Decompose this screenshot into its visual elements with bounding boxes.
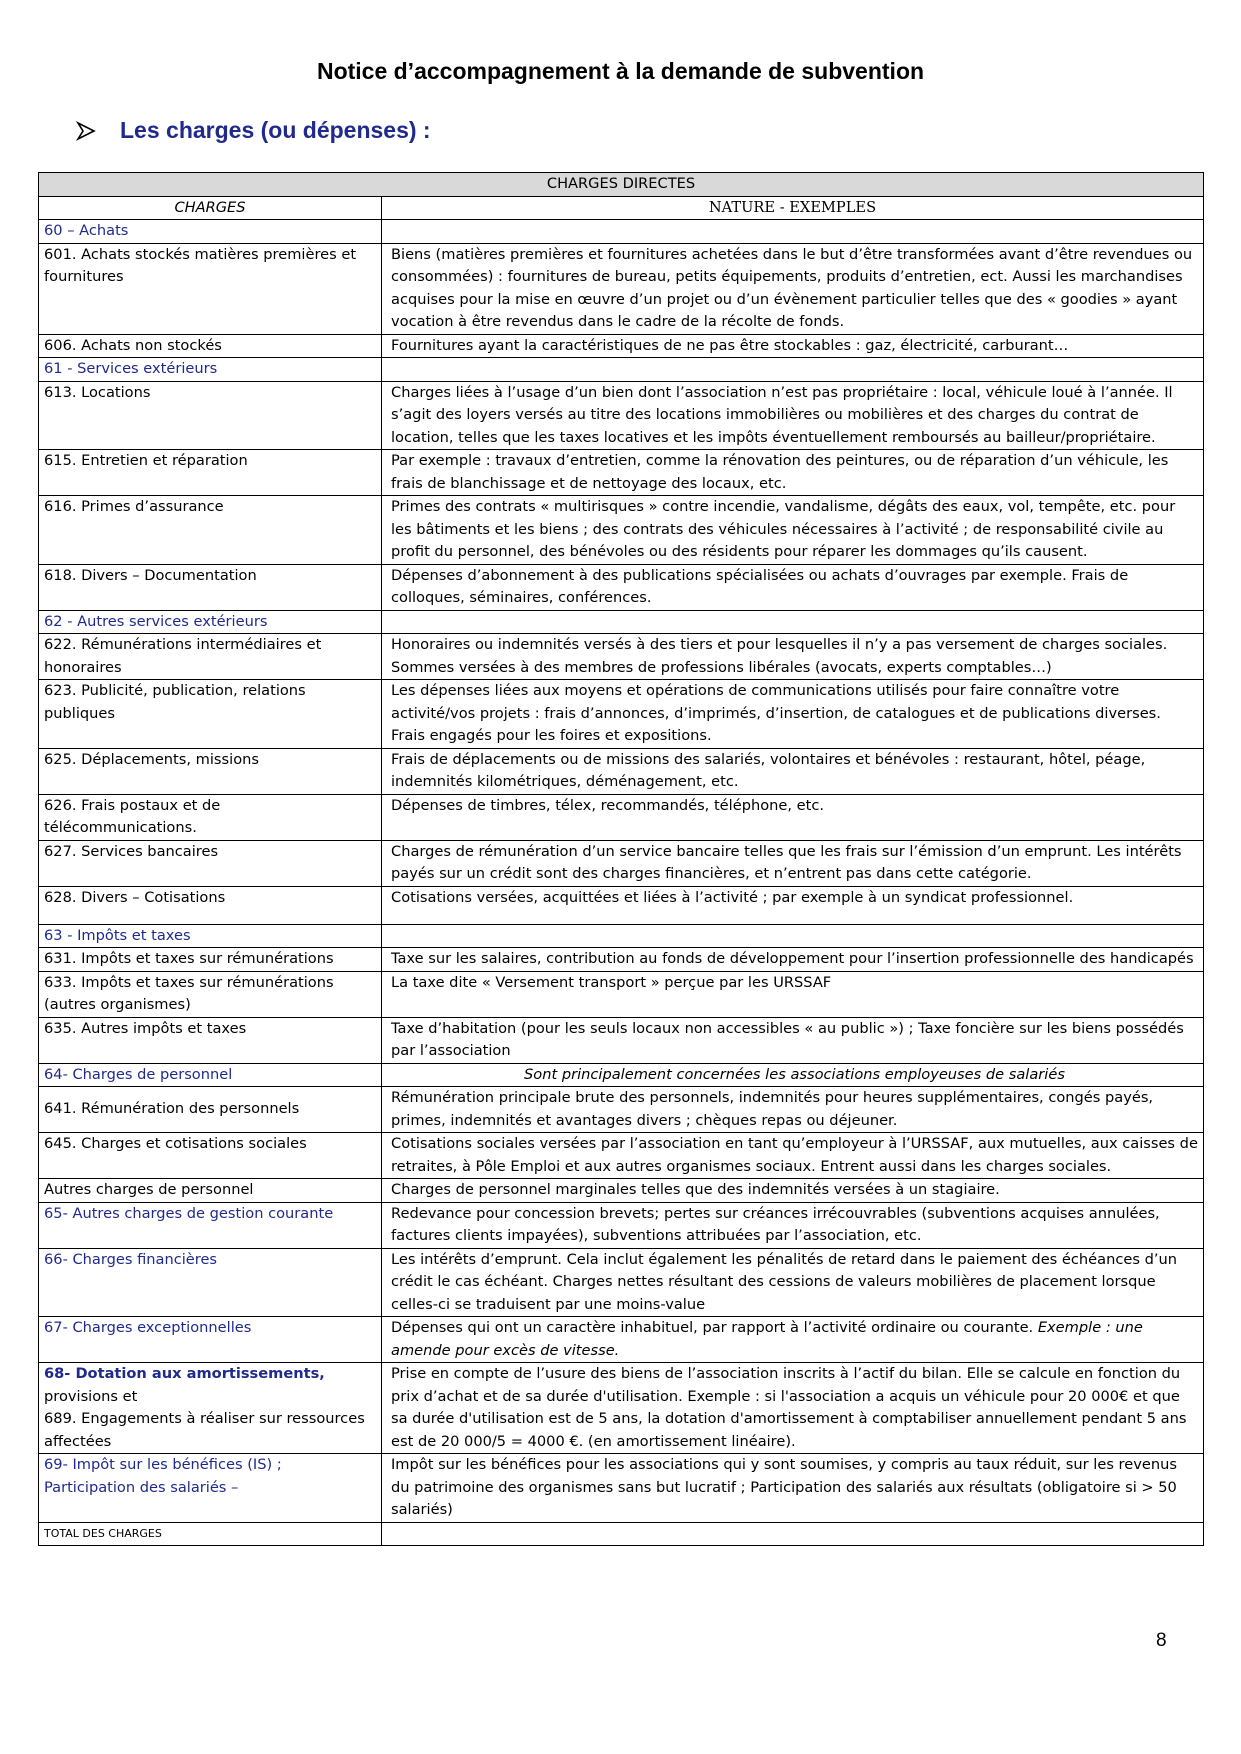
group-heading: 65- Autres charges de gestion courante — [39, 1202, 382, 1248]
table-row — [39, 1017, 1204, 1063]
charge-cell: 625. Déplacements, missions — [39, 748, 382, 794]
nature-cell: Sont principalement concernées les associations employeuses de salariés — [382, 1063, 1204, 1087]
table-row — [39, 634, 1204, 680]
nature-cell: Charges de rémunération d’un service bancaire telles que les frais sur l’émission d’un emprunt. Les intérêts payés sur un crédit sont des charges financières, et n’entrent pas dans cette catégorie. — [382, 840, 1204, 886]
table-row — [39, 1179, 1204, 1203]
column-header-charges: CHARGES — [39, 196, 382, 220]
document-title: Notice d’accompagnement à la demande de subvention — [316, 58, 925, 84]
charge-cell — [39, 1363, 382, 1454]
arrow-bullet-icon — [76, 120, 96, 142]
table-row — [39, 886, 1204, 924]
table-column-header-row — [39, 196, 1204, 220]
table-row — [39, 1317, 1204, 1363]
table-row — [39, 450, 1204, 496]
nature-cell: Honoraires ou indemnités versés à des tiers et pour lesquelles il n’y a pas versement de charges sociales. Sommes versées à des membres de professions libérales (avocats, experts comptables…) — [382, 634, 1204, 680]
table-row — [39, 680, 1204, 749]
table-row — [39, 1363, 1204, 1454]
charge-cell: 601. Achats stockés matières premières et fournitures — [39, 243, 382, 334]
table-row — [39, 971, 1204, 1017]
table-row — [39, 220, 1204, 244]
nature-cell: Dépenses d’abonnement à des publications spécialisées ou achats d’ouvrages par exemple. Frais de colloques, séminaires, conférences. — [382, 564, 1204, 610]
nature-cell: Cotisations versées, acquittées et liées à l’activité ; par exemple à un syndicat professionnel. — [382, 886, 1204, 924]
page-number: 8 — [1156, 1630, 1167, 1651]
table-row — [39, 496, 1204, 565]
charge-cell: Autres charges de personnel — [39, 1179, 382, 1203]
nature-cell: Les intérêts d’emprunt. Cela inclut également les pénalités de retard dans le paiement des échéances d’un crédit le cas échéant. Charges nettes résultant des cessions de valeurs mobilières de placement lorsque celles-ci se traduisent par une moins-value — [382, 1248, 1204, 1317]
nature-cell: Taxe sur les salaires, contribution au fonds de développement pour l’insertion professionnelle des handicapés — [382, 948, 1204, 972]
table-row — [39, 1133, 1204, 1179]
table-row — [39, 243, 1204, 334]
nature-cell — [382, 1317, 1204, 1363]
charge-cell: 616. Primes d’assurance — [39, 496, 382, 565]
charge-cell: 626. Frais postaux et de télécommunications. — [39, 794, 382, 840]
table-row — [39, 1454, 1204, 1523]
nature-cell — [382, 358, 1204, 382]
table-row — [39, 610, 1204, 634]
nature-cell: Par exemple : travaux d’entretien, comme la rénovation des peintures, ou de réparation d’un véhicule, les frais de blanchissage et de nettoyage des locaux, etc. — [382, 450, 1204, 496]
table-row — [39, 381, 1204, 450]
table-header-title: CHARGES DIRECTES — [39, 173, 1204, 197]
table-row — [39, 1202, 1204, 1248]
charge-cell: 635. Autres impôts et taxes — [39, 1017, 382, 1063]
group-heading: 67- Charges exceptionnelles — [39, 1317, 382, 1363]
nature-cell: Primes des contrats « multirisques » contre incendie, vandalisme, dégâts des eaux, vol, tempête, etc. pour les bâtiments et les biens ; des contrats des véhicules nécessaires à l’activité ; de responsabilité civile au profit du personnel, des bénévoles ou des résidents pour réparer les dommages qu’ils causent. — [382, 496, 1204, 565]
nature-cell: Dépenses de timbres, télex, recommandés, téléphone, etc. — [382, 794, 1204, 840]
table-row — [39, 748, 1204, 794]
table-row — [39, 1248, 1204, 1317]
table-row — [39, 1087, 1204, 1133]
nature-cell — [382, 610, 1204, 634]
charge-cell: 628. Divers – Cotisations — [39, 886, 382, 924]
table-row — [39, 948, 1204, 972]
charge-cell: 622. Rémunérations intermédiaires et honoraires — [39, 634, 382, 680]
charge-cell: 641. Rémunération des personnels — [39, 1087, 382, 1133]
table-row — [39, 1063, 1204, 1087]
table-row — [39, 334, 1204, 358]
nature-cell: Charges liées à l’usage d’un bien dont l’association n’est pas propriétaire : local, véhicule loué à l’année. Il s’agit des loyers versés au titre des locations immobilières ou mobilières et des charges du contrat de location, telles que les taxes locatives et les impôts éventuellement remboursés au bailleur/propriétaire. — [382, 381, 1204, 450]
nature-cell: Taxe d’habitation (pour les seuls locaux non accessibles « au public ») ; Taxe foncière sur les biens possédés par l’association — [382, 1017, 1204, 1063]
nature-cell: Impôt sur les bénéfices pour les associations qui y sont soumises, y compris au taux réduit, sur les revenus du patrimoine des organismes sans but lucratif ; Participation des salariés aux résultats (obligatoire si > 50 salariés) — [382, 1454, 1204, 1523]
charges-table — [38, 172, 1204, 1546]
nature-cell — [382, 220, 1204, 244]
nature-cell: Fournitures ayant la caractéristiques de ne pas être stockables : gaz, électricité, carburant… — [382, 334, 1204, 358]
charge-cell: 627. Services bancaires — [39, 840, 382, 886]
group-heading: 64- Charges de personnel — [39, 1063, 382, 1087]
group-heading: 66- Charges financières — [39, 1248, 382, 1317]
charge-cell: 615. Entretien et réparation — [39, 450, 382, 496]
charge-cell: 623. Publicité, publication, relations publiques — [39, 680, 382, 749]
group-heading: 60 – Achats — [39, 220, 382, 244]
charge-cell: 606. Achats non stockés — [39, 334, 382, 358]
charge-text: provisions et — [44, 1387, 138, 1405]
nature-cell: Rémunération principale brute des personnels, indemnités pour heures supplémentaires, congés payés, primes, indemnités et avantages divers ; chèques repas ou déjeuner. — [382, 1087, 1204, 1133]
nature-cell: Charges de personnel marginales telles que des indemnités versées à un stagiaire. — [382, 1179, 1204, 1203]
group-heading: 62 - Autres services extérieurs — [39, 610, 382, 634]
nature-example: Exemple : une amende pour excès de vitesse. — [391, 1319, 1143, 1359]
nature-cell — [382, 924, 1204, 948]
charge-cell: 633. Impôts et taxes sur rémunérations (autres organismes) — [39, 971, 382, 1017]
section-heading-text: Les charges (ou dépenses) : — [120, 117, 431, 143]
total-charges-label: TOTAL DES CHARGES — [39, 1522, 382, 1545]
group-heading: 63 - Impôts et taxes — [39, 924, 382, 948]
group-heading — [39, 1454, 382, 1523]
table-row — [39, 794, 1204, 840]
table-row — [39, 924, 1204, 948]
table-row — [39, 358, 1204, 382]
nature-cell: La taxe dite « Versement transport » perçue par les URSSAF — [382, 971, 1204, 1017]
nature-cell: Les dépenses liées aux moyens et opérations de communications utilisés pour faire connaître votre activité/vos projets : frais d’annonces, d’imprimés, d’insertion, de catalogues et de publications diverses. Frais engagés pour les foires et expositions. — [382, 680, 1204, 749]
nature-cell: Prise en compte de l’usure des biens de l’association inscrits à l’actif du bilan. Elle se calcule en fonction du prix d’achat et de sa durée d'utilisation. Exemple : si l'association a acquis un véhicule pour 20 000€ et que sa durée d'utilisation est de 5 ans, la dotation d'amortissement à comptabiliser annuellement pendant 5 ans est de 20 000/5 = 4000 €. (en amortissement linéaire). — [382, 1363, 1204, 1454]
nature-cell: Cotisations sociales versées par l’association en tant qu’employeur à l’URSSAF, aux mutuelles, aux caisses de retraites, à Pôle Emploi et aux autres organismes sociaux. Entrent aussi dans les charges sociales. — [382, 1133, 1204, 1179]
section-heading — [76, 117, 431, 144]
table-row — [39, 564, 1204, 610]
charge-cell: 618. Divers – Documentation — [39, 564, 382, 610]
charge-cell: 645. Charges et cotisations sociales — [39, 1133, 382, 1179]
charge-text: 689. Engagements à réaliser sur ressources affectées — [44, 1410, 365, 1450]
nature-cell: Frais de déplacements ou de missions des salariés, volontaires et bénévoles : restaurant, hôtel, péage, indemnités kilométriques, déménagement, etc. — [382, 748, 1204, 794]
nature-cell — [382, 1522, 1204, 1545]
table-row — [39, 840, 1204, 886]
nature-text: Dépenses qui ont un caractère inhabituel, par rapport à l’activité ordinaire ou courante. — [391, 1319, 1034, 1336]
charge-cell: 631. Impôts et taxes sur rémunérations — [39, 948, 382, 972]
table-header-row — [39, 173, 1204, 197]
group-heading: 68- Dotation aux amortissements, — [44, 1365, 325, 1382]
nature-cell: Biens (matières premières et fournitures achetées dans le but d’être transformées avant d’être revendues ou consommées) : fournitures de bureau, petits équipements, produits d’entretien, ect. Aussi les marchandises acquises pour la mise en œuvre d’un projet ou d’un évènement particulier telles que des « goodies » ayant vocation à être revendus dans le cadre de la récolte de fonds. — [382, 243, 1204, 334]
group-heading: 61 - Services extérieurs — [39, 358, 382, 382]
column-header-nature: NATURE - EXEMPLES — [382, 196, 1204, 220]
group-heading-line: 69- Impôt sur les bénéfices (IS) ; — [44, 1456, 282, 1473]
nature-cell: Redevance pour concession brevets; pertes sur créances irrécouvrables (subventions acquises annulées, factures clients impayées), subventions attribuées par l’association, etc. — [382, 1202, 1204, 1248]
charge-cell: 613. Locations — [39, 381, 382, 450]
group-heading-line: Participation des salariés – — [44, 1478, 239, 1496]
table-row — [39, 1522, 1204, 1545]
